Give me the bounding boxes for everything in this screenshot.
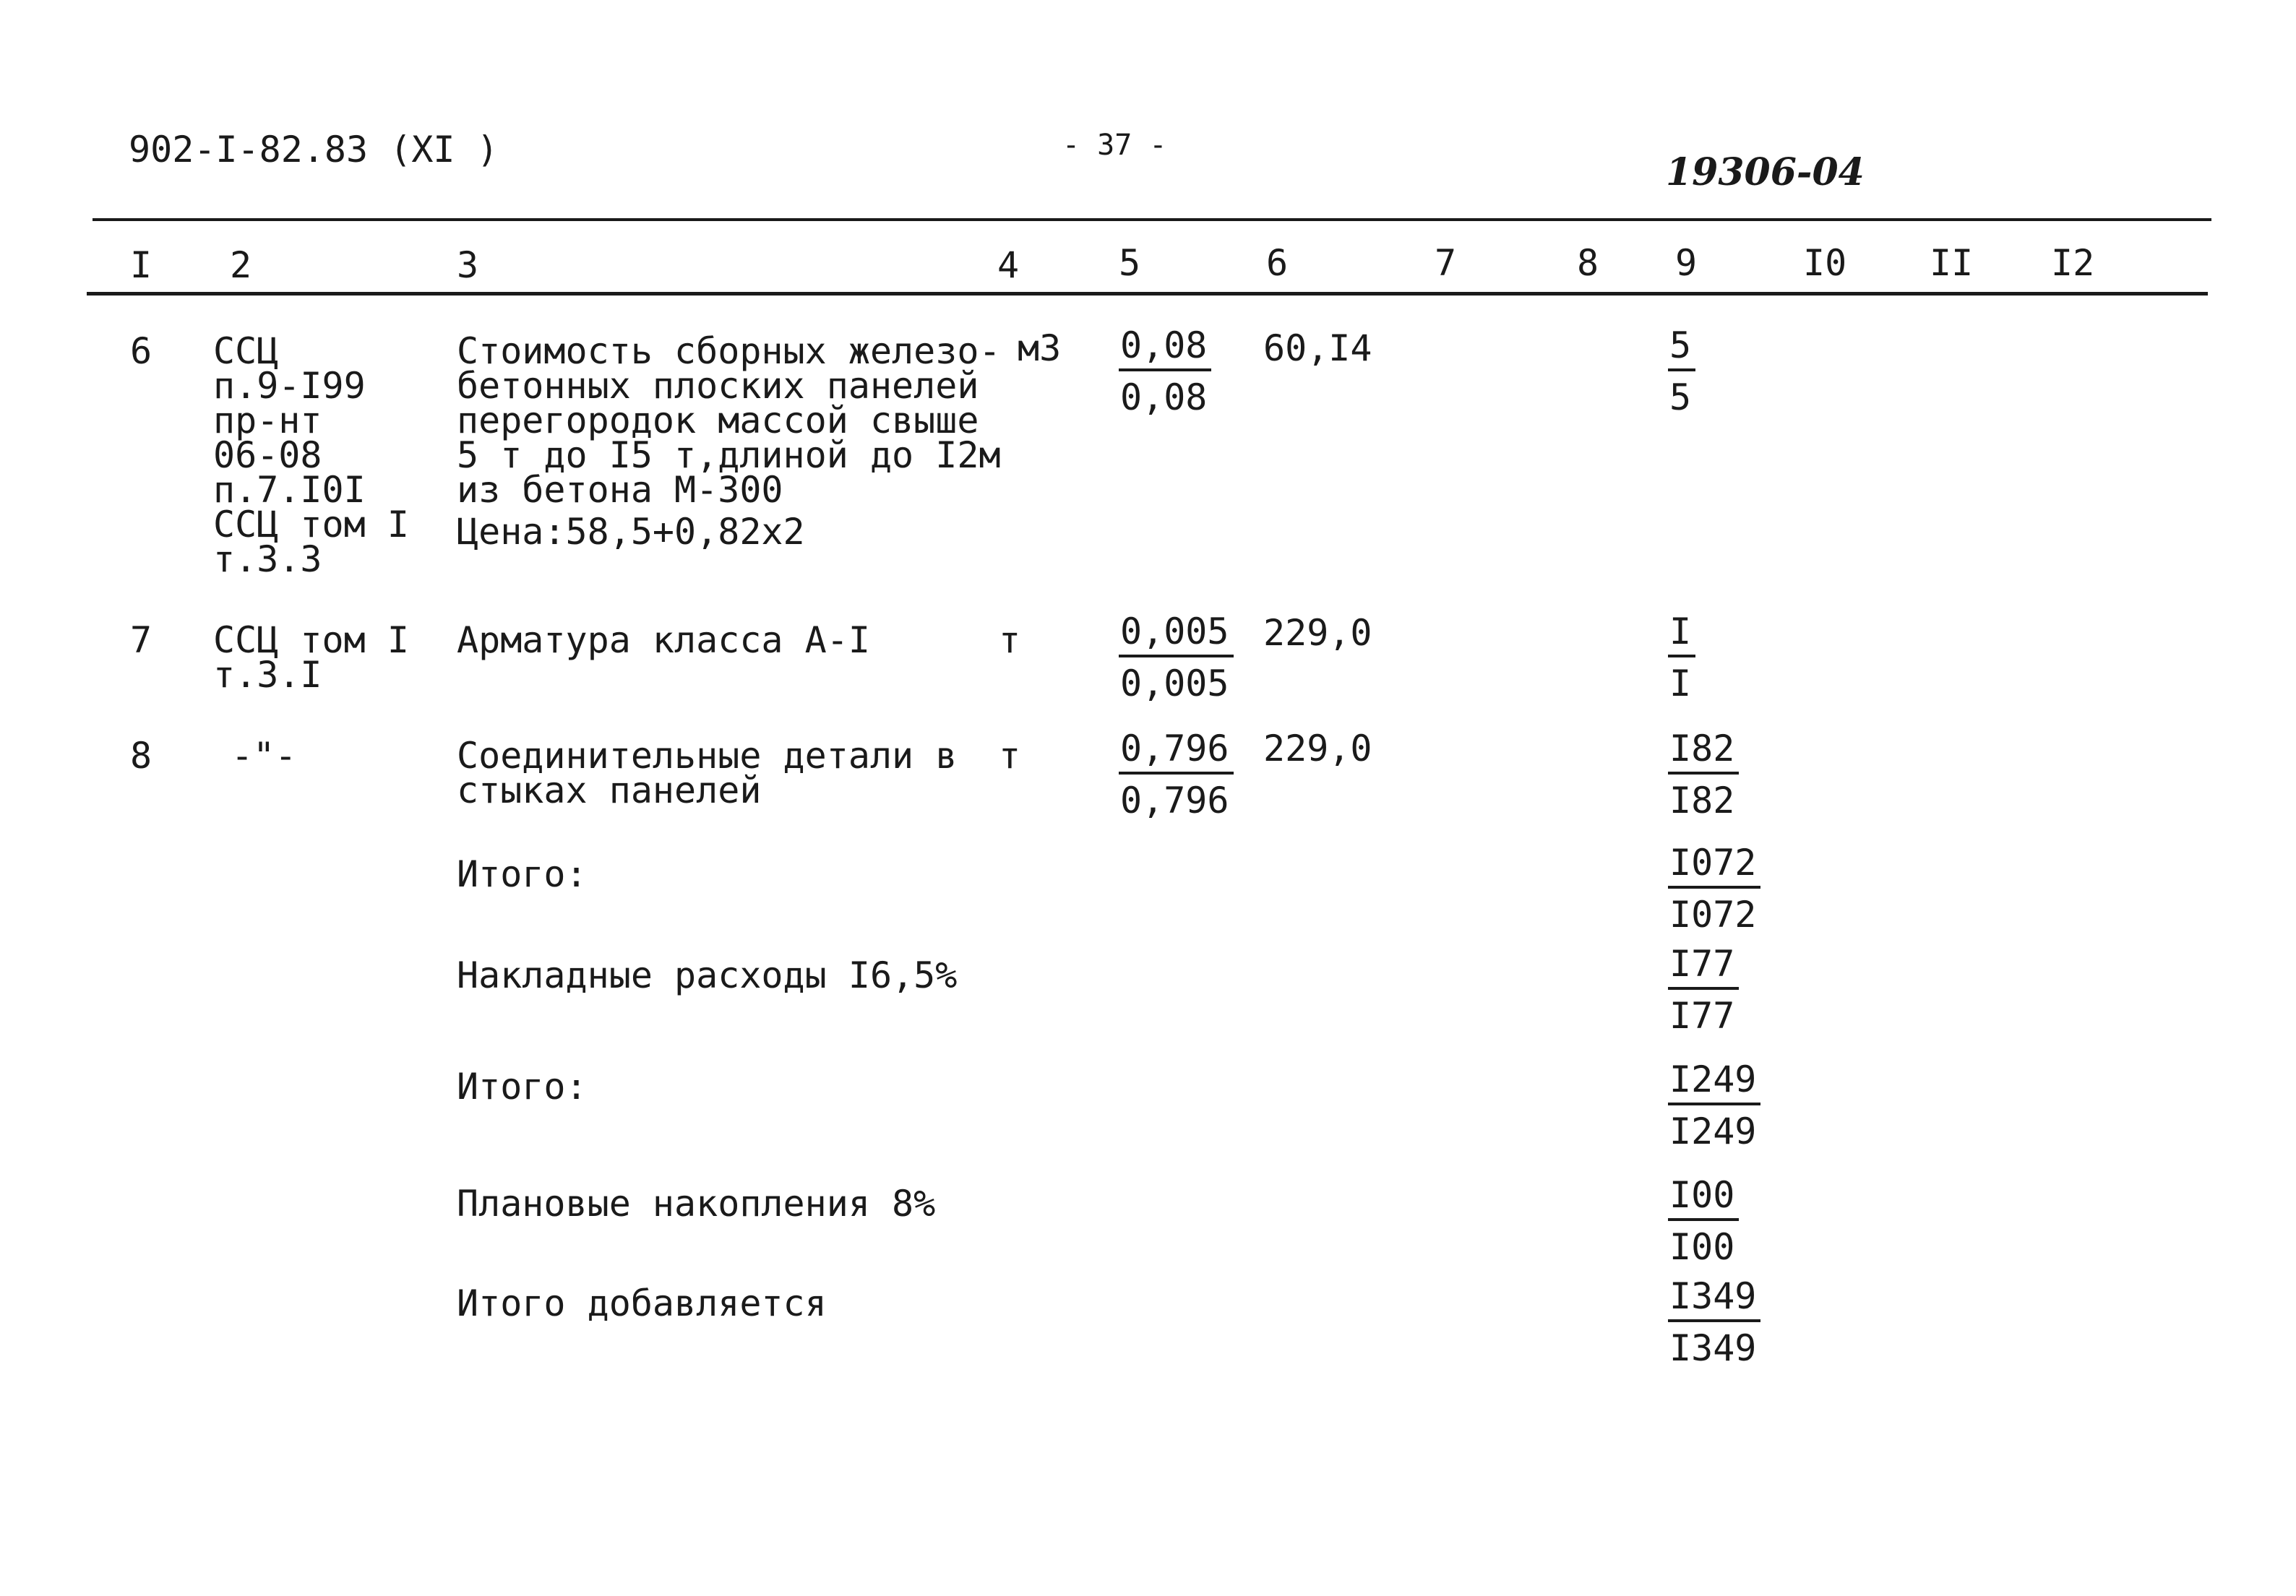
summary-numerator: I072 — [1668, 844, 1760, 889]
summary-denominator: I072 — [1669, 894, 1757, 936]
quantity-fraction — [1119, 613, 1234, 702]
column-header-12: I2 — [2051, 242, 2095, 284]
summary-denominator: I77 — [1669, 995, 1735, 1037]
column-header-6: 6 — [1266, 242, 1289, 284]
item-description: Арматура класса А-I — [457, 619, 870, 661]
quantity-denominator: 0,796 — [1120, 780, 1229, 821]
header-bottom-rule — [87, 292, 2208, 296]
column-header-11: II — [1930, 242, 1974, 284]
quantity-numerator: 0,796 — [1119, 730, 1234, 775]
summary-numerator: I77 — [1668, 945, 1739, 990]
cost-numerator: I — [1668, 613, 1695, 657]
handwritten-number: 19306-04 — [1666, 150, 1865, 194]
unit-price: 229,0 — [1263, 728, 1372, 769]
page-number: - 37 - — [1062, 129, 1167, 162]
summary-label-overhead: Накладные расходы I6,5% — [457, 954, 958, 996]
summary-value-total-added — [1668, 1277, 1760, 1367]
summary-label-subtotal-2: Итого: — [457, 1066, 588, 1108]
reference-code: ССЦ п.9-I99 пр-нт 06-08 п.7.I0I ССЦ том I т.3.3 — [213, 330, 409, 580]
summary-value-subtotal — [1668, 842, 1760, 936]
reference-code: ССЦ том I т.3.I — [213, 619, 409, 696]
reference-code: -"- — [231, 735, 297, 777]
summary-denominator: I349 — [1669, 1327, 1757, 1369]
cost-fraction — [1668, 730, 1739, 819]
column-header-5: 5 — [1119, 242, 1141, 284]
item-description: Соединительные детали в стыках панелей — [457, 735, 958, 811]
column-header-8: 8 — [1577, 242, 1599, 284]
quantity-denominator: 0,08 — [1120, 376, 1208, 418]
quantity-numerator: 0,08 — [1119, 327, 1211, 371]
summary-numerator: I00 — [1668, 1176, 1739, 1221]
cost-numerator: I82 — [1668, 730, 1739, 775]
column-header-2: 2 — [230, 244, 252, 286]
cost-denominator: 5 — [1669, 376, 1692, 418]
cost-fraction — [1668, 324, 1695, 418]
row-number: 7 — [130, 619, 152, 661]
row-number: 8 — [130, 735, 152, 777]
cost-denominator: I — [1669, 663, 1692, 704]
cost-numerator: 5 — [1668, 327, 1695, 371]
document-code: 902-I-82.83 (XI ) — [129, 129, 499, 171]
unit: т — [999, 619, 1021, 661]
column-header-4: 4 — [997, 244, 1020, 286]
unit: т — [999, 735, 1021, 777]
summary-denominator: I249 — [1669, 1110, 1757, 1152]
price-note: Цена:58,5+0,82х2 — [457, 511, 805, 553]
cost-denominator: I82 — [1669, 780, 1735, 821]
quantity-fraction — [1119, 730, 1234, 819]
summary-denominator: I00 — [1669, 1226, 1735, 1268]
summary-numerator: I349 — [1668, 1277, 1760, 1322]
column-header-7: 7 — [1435, 242, 1457, 284]
column-header-1: I — [130, 244, 152, 286]
top-rule — [93, 218, 2211, 221]
cost-fraction — [1668, 613, 1695, 702]
summary-value-overhead — [1668, 945, 1739, 1035]
summary-value-subtotal-2 — [1668, 1058, 1760, 1152]
quantity-fraction — [1119, 324, 1211, 418]
item-description: Стоимость сборных железо- бетонных плоских панелей перегородок массой свыше 5 т до I5 т,длиной до I2м из бетона М-300 — [457, 330, 1001, 511]
quantity-denominator: 0,005 — [1120, 663, 1229, 704]
row-number: 6 — [130, 330, 152, 372]
column-header-3: 3 — [457, 244, 479, 286]
column-header-10: I0 — [1803, 242, 1847, 284]
unit-price: 60,I4 — [1263, 327, 1372, 369]
quantity-numerator: 0,005 — [1119, 613, 1234, 657]
summary-label-subtotal: Итого: — [457, 853, 588, 895]
summary-value-planned-savings — [1668, 1176, 1739, 1266]
summary-label-total-added: Итого добавляется — [457, 1282, 827, 1324]
summary-label-planned-savings: Плановые накопления 8% — [457, 1183, 936, 1225]
summary-numerator: I249 — [1668, 1061, 1760, 1105]
column-header-9: 9 — [1675, 242, 1698, 284]
unit-price: 229,0 — [1263, 612, 1372, 654]
unit: м3 — [1018, 327, 1062, 369]
